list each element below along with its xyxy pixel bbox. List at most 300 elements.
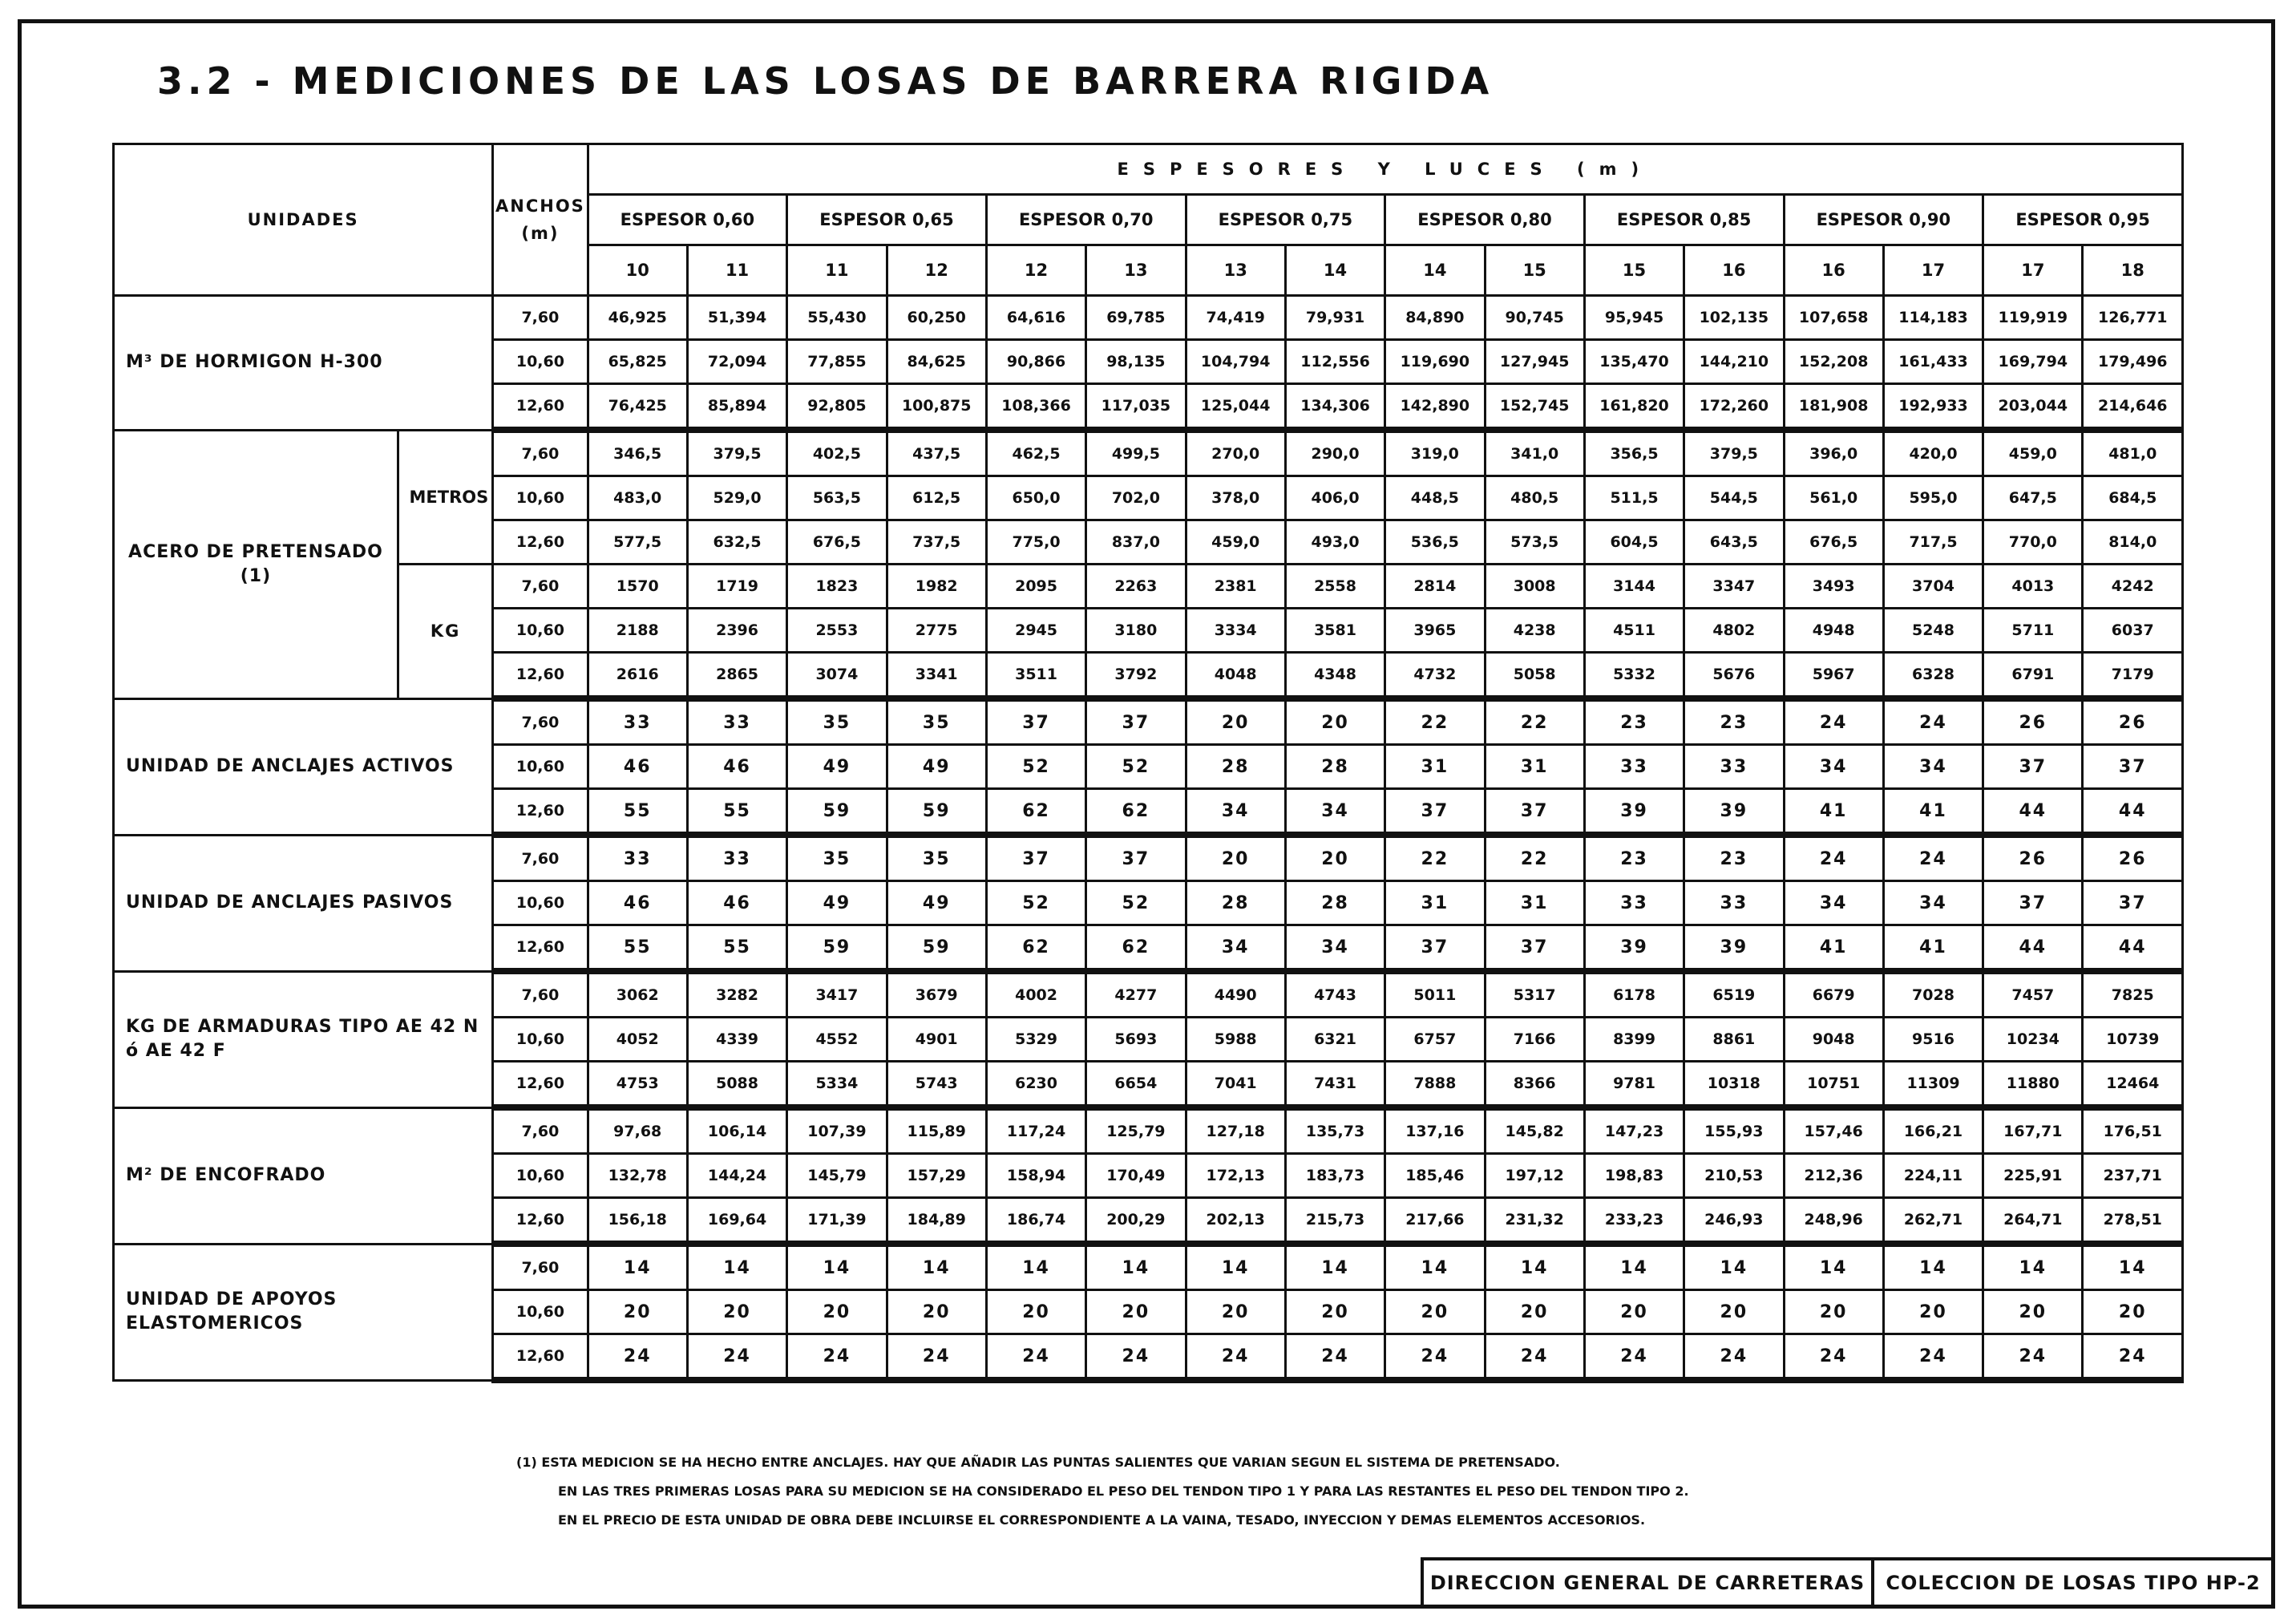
value-cell: 37 (986, 698, 1085, 745)
value-cell: 20 (1983, 1290, 2083, 1334)
value-cell: 5676 (1684, 653, 1784, 699)
value-cell: 10739 (2083, 1018, 2183, 1062)
value-cell: 37 (1385, 925, 1485, 972)
value-cell: 145,82 (1485, 1107, 1584, 1154)
value-cell: 172,13 (1186, 1154, 1285, 1198)
value-cell: 5988 (1186, 1018, 1285, 1062)
value-cell: 64,616 (986, 296, 1085, 340)
value-cell: 8399 (1584, 1018, 1684, 1062)
value-cell: 127,945 (1485, 340, 1584, 384)
value-cell: 4238 (1485, 609, 1584, 653)
value-cell: 44 (2083, 925, 2183, 972)
value-cell: 647,5 (1983, 476, 2083, 520)
value-cell: 183,73 (1285, 1154, 1384, 1198)
value-cell: 37 (1983, 745, 2083, 789)
value-cell: 98,135 (1086, 340, 1186, 384)
value-cell: 536,5 (1385, 520, 1485, 565)
value-cell: 135,73 (1285, 1107, 1384, 1154)
value-cell: 26 (1983, 835, 2083, 881)
value-cell: 14 (1285, 1244, 1384, 1290)
value-cell: 6230 (986, 1062, 1085, 1108)
value-cell: 24 (687, 1334, 786, 1381)
value-cell: 737,5 (887, 520, 986, 565)
value-cell: 7166 (1485, 1018, 1584, 1062)
value-cell: 3341 (887, 653, 986, 699)
ancho-cell: 12,60 (493, 653, 588, 699)
value-cell: 46 (588, 881, 687, 925)
value-cell: 37 (2083, 881, 2183, 925)
value-cell: 4802 (1684, 609, 1784, 653)
table-row (114, 971, 2183, 1018)
value-cell: 3282 (687, 971, 786, 1018)
value-cell: 2188 (588, 609, 687, 653)
value-cell: 176,51 (2083, 1107, 2183, 1154)
value-cell: 20 (1784, 1290, 1883, 1334)
value-cell: 437,5 (887, 430, 986, 476)
value-cell: 20 (1086, 1290, 1186, 1334)
value-cell: 632,5 (687, 520, 786, 565)
value-cell: 157,46 (1784, 1107, 1883, 1154)
value-cell: 231,32 (1485, 1198, 1584, 1245)
value-cell: 107,658 (1784, 296, 1883, 340)
value-cell: 169,64 (687, 1198, 786, 1245)
value-cell: 60,250 (887, 296, 986, 340)
value-cell: 10318 (1684, 1062, 1784, 1108)
espesor-group-header: ESPESOR 0,65 (787, 195, 987, 245)
value-cell: 127,18 (1186, 1107, 1285, 1154)
luz-header: 14 (1385, 245, 1485, 296)
value-cell: 6791 (1983, 653, 2083, 699)
value-cell: 5743 (887, 1062, 986, 1108)
unidades-header: UNIDADES (114, 144, 493, 296)
value-cell: 10234 (1983, 1018, 2083, 1062)
value-cell: 529,0 (687, 476, 786, 520)
measurements-table (112, 143, 2184, 1383)
value-cell: 112,556 (1285, 340, 1384, 384)
value-cell: 24 (986, 1334, 1085, 1381)
value-cell: 11309 (1883, 1062, 1983, 1108)
value-cell: 117,24 (986, 1107, 1085, 1154)
value-cell: 2558 (1285, 565, 1384, 609)
value-cell: 1570 (588, 565, 687, 609)
value-cell: 90,866 (986, 340, 1085, 384)
value-cell: 4277 (1086, 971, 1186, 1018)
value-cell: 84,890 (1385, 296, 1485, 340)
value-cell: 483,0 (588, 476, 687, 520)
value-cell: 95,945 (1584, 296, 1684, 340)
value-cell: 4743 (1285, 971, 1384, 1018)
encofrado-label: M² DE ENCOFRADO (114, 1107, 493, 1244)
value-cell: 573,5 (1485, 520, 1584, 565)
value-cell: 3347 (1684, 565, 1784, 609)
value-cell: 563,5 (787, 476, 887, 520)
value-cell: 237,71 (2083, 1154, 2183, 1198)
value-cell: 31 (1485, 745, 1584, 789)
value-cell: 26 (1983, 698, 2083, 745)
value-cell: 170,49 (1086, 1154, 1186, 1198)
value-cell: 20 (1186, 1290, 1285, 1334)
value-cell: 3074 (787, 653, 887, 699)
hormigon-label: M³ DE HORMIGON H-300 (114, 296, 493, 431)
table-row (114, 296, 2183, 340)
value-cell: 2095 (986, 565, 1085, 609)
ancho-cell: 7,60 (493, 698, 588, 745)
value-cell: 2381 (1186, 565, 1285, 609)
value-cell: 24 (1285, 1334, 1384, 1381)
value-cell: 20 (1684, 1290, 1784, 1334)
value-cell: 481,0 (2083, 430, 2183, 476)
espesor-group-header: ESPESOR 0,80 (1385, 195, 1585, 245)
value-cell: 2775 (887, 609, 986, 653)
value-cell: 76,425 (588, 384, 687, 431)
value-cell: 262,71 (1883, 1198, 1983, 1245)
kg-sublabel: KG (398, 565, 492, 699)
value-cell: 92,805 (787, 384, 887, 431)
value-cell: 34 (1285, 925, 1384, 972)
value-cell: 33 (588, 698, 687, 745)
armaduras-label: KG DE ARMADURAS TIPO AE 42 N ó AE 42 F (114, 971, 493, 1107)
value-cell: 4948 (1784, 609, 1883, 653)
value-cell: 3008 (1485, 565, 1584, 609)
espesor-group-header: ESPESOR 0,75 (1186, 195, 1385, 245)
value-cell: 35 (887, 835, 986, 881)
value-cell: 11880 (1983, 1062, 2083, 1108)
value-cell: 224,11 (1883, 1154, 1983, 1198)
value-cell: 152,208 (1784, 340, 1883, 384)
value-cell: 44 (1983, 925, 2083, 972)
value-cell: 7028 (1883, 971, 1983, 1018)
espesores-header: ESPESORES Y LUCES (m) (588, 144, 2182, 195)
ancho-cell: 12,60 (493, 520, 588, 565)
value-cell: 135,470 (1584, 340, 1684, 384)
value-cell: 5332 (1584, 653, 1684, 699)
value-cell: 24 (1385, 1334, 1485, 1381)
value-cell: 144,24 (687, 1154, 786, 1198)
value-cell: 561,0 (1784, 476, 1883, 520)
value-cell: 26 (2083, 698, 2183, 745)
value-cell: 3493 (1784, 565, 1883, 609)
value-cell: 2865 (687, 653, 786, 699)
value-cell: 39 (1684, 789, 1784, 836)
table-row (114, 565, 2183, 609)
value-cell: 702,0 (1086, 476, 1186, 520)
value-cell: 115,89 (887, 1107, 986, 1154)
value-cell: 37 (1385, 789, 1485, 836)
value-cell: 147,23 (1584, 1107, 1684, 1154)
ancho-cell: 12,60 (493, 789, 588, 836)
value-cell: 14 (887, 1244, 986, 1290)
value-cell: 20 (1186, 698, 1285, 745)
value-cell: 225,91 (1983, 1154, 2083, 1198)
value-cell: 6757 (1385, 1018, 1485, 1062)
value-cell: 24 (1784, 1334, 1883, 1381)
luz-header: 17 (1883, 245, 1983, 296)
value-cell: 197,12 (1485, 1154, 1584, 1198)
value-cell: 379,5 (1684, 430, 1784, 476)
value-cell: 100,875 (887, 384, 986, 431)
value-cell: 544,5 (1684, 476, 1784, 520)
value-cell: 90,745 (1485, 296, 1584, 340)
value-cell: 3679 (887, 971, 986, 1018)
value-cell: 14 (1983, 1244, 2083, 1290)
value-cell: 5317 (1485, 971, 1584, 1018)
value-cell: 119,919 (1983, 296, 2083, 340)
footnotes (516, 1448, 1689, 1535)
value-cell: 22 (1385, 835, 1485, 881)
value-cell: 52 (1086, 745, 1186, 789)
value-cell: 4002 (986, 971, 1085, 1018)
ancho-cell: 12,60 (493, 384, 588, 431)
value-cell: 24 (1086, 1334, 1186, 1381)
table-body (114, 144, 2183, 1381)
value-cell: 55 (588, 925, 687, 972)
value-cell: 420,0 (1883, 430, 1983, 476)
value-cell: 6037 (2083, 609, 2183, 653)
value-cell: 14 (1584, 1244, 1684, 1290)
value-cell: 4242 (2083, 565, 2183, 609)
value-cell: 24 (1883, 698, 1983, 745)
value-cell: 2396 (687, 609, 786, 653)
value-cell: 34 (1186, 925, 1285, 972)
value-cell: 104,794 (1186, 340, 1285, 384)
value-cell: 402,5 (787, 430, 887, 476)
ancho-cell: 10,60 (493, 1154, 588, 1198)
value-cell: 459,0 (1983, 430, 2083, 476)
value-cell: 33 (1684, 745, 1784, 789)
value-cell: 20 (787, 1290, 887, 1334)
value-cell: 142,890 (1385, 384, 1485, 431)
value-cell: 14 (787, 1244, 887, 1290)
value-cell: 212,36 (1784, 1154, 1883, 1198)
value-cell: 125,79 (1086, 1107, 1186, 1154)
footnote-line: EN EL PRECIO DE ESTA UNIDAD DE OBRA DEBE INCLUIRSE EL CORRESPONDIENTE A LA VAINA, TESADO, INYECCION Y DEMAS ELEMENTOS ACCESORIOS. (558, 1512, 1646, 1528)
value-cell: 462,5 (986, 430, 1085, 476)
value-cell: 24 (1883, 835, 1983, 881)
value-cell: 3062 (588, 971, 687, 1018)
value-cell: 39 (1584, 789, 1684, 836)
value-cell: 20 (588, 1290, 687, 1334)
value-cell: 14 (687, 1244, 786, 1290)
value-cell: 84,625 (887, 340, 986, 384)
value-cell: 24 (1485, 1334, 1584, 1381)
value-cell: 161,433 (1883, 340, 1983, 384)
value-cell: 41 (1784, 789, 1883, 836)
value-cell: 595,0 (1883, 476, 1983, 520)
value-cell: 37 (1983, 881, 2083, 925)
value-cell: 34 (1285, 789, 1384, 836)
value-cell: 20 (687, 1290, 786, 1334)
value-cell: 3704 (1883, 565, 1983, 609)
ancho-cell: 10,60 (493, 340, 588, 384)
ancho-cell: 10,60 (493, 1290, 588, 1334)
value-cell: 24 (1186, 1334, 1285, 1381)
pasivos-label: UNIDAD DE ANCLAJES PASIVOS (114, 835, 493, 971)
value-cell: 1823 (787, 565, 887, 609)
value-cell: 7041 (1186, 1062, 1285, 1108)
value-cell: 31 (1385, 881, 1485, 925)
value-cell: 9048 (1784, 1018, 1883, 1062)
ancho-cell: 10,60 (493, 745, 588, 789)
value-cell: 125,044 (1186, 384, 1285, 431)
value-cell: 499,5 (1086, 430, 1186, 476)
value-cell: 5011 (1385, 971, 1485, 1018)
value-cell: 5088 (687, 1062, 786, 1108)
value-cell: 448,5 (1385, 476, 1485, 520)
table-row (114, 698, 2183, 745)
value-cell: 20 (1285, 1290, 1384, 1334)
value-cell: 6654 (1086, 1062, 1186, 1108)
value-cell: 23 (1684, 835, 1784, 881)
luz-header: 13 (1186, 245, 1285, 296)
value-cell: 37 (1485, 925, 1584, 972)
value-cell: 51,394 (687, 296, 786, 340)
value-cell: 85,894 (687, 384, 786, 431)
value-cell: 69,785 (1086, 296, 1186, 340)
value-cell: 5058 (1485, 653, 1584, 699)
luz-header: 12 (986, 245, 1085, 296)
value-cell: 33 (687, 698, 786, 745)
value-cell: 5248 (1883, 609, 1983, 653)
value-cell: 10751 (1784, 1062, 1883, 1108)
ancho-cell: 12,60 (493, 1198, 588, 1245)
footnote-line: EN LAS TRES PRIMERAS LOSAS PARA SU MEDICION SE HA CONSIDERADO EL PESO DEL TENDON TIPO 1 Y PARA LAS RESTANTES EL PESO DEL TENDON TIPO 2. (558, 1483, 1689, 1499)
value-cell: 290,0 (1285, 430, 1384, 476)
value-cell: 4339 (687, 1018, 786, 1062)
ancho-cell: 7,60 (493, 1107, 588, 1154)
ancho-cell: 12,60 (493, 925, 588, 972)
value-cell: 319,0 (1385, 430, 1485, 476)
value-cell: 166,21 (1883, 1107, 1983, 1154)
value-cell: 2553 (787, 609, 887, 653)
value-cell: 643,5 (1684, 520, 1784, 565)
ancho-cell: 10,60 (493, 476, 588, 520)
value-cell: 12464 (2083, 1062, 2183, 1108)
value-cell: 215,73 (1285, 1198, 1384, 1245)
value-cell: 4511 (1584, 609, 1684, 653)
value-cell: 356,5 (1584, 430, 1684, 476)
value-cell: 20 (1285, 835, 1384, 881)
table-row (114, 1244, 2183, 1290)
value-cell: 200,29 (1086, 1198, 1186, 1245)
value-cell: 34 (1883, 881, 1983, 925)
value-cell: 6679 (1784, 971, 1883, 1018)
ancho-cell: 7,60 (493, 296, 588, 340)
value-cell: 14 (1186, 1244, 1285, 1290)
value-cell: 270,0 (1186, 430, 1285, 476)
value-cell: 217,66 (1385, 1198, 1485, 1245)
table-row (114, 1107, 2183, 1154)
value-cell: 214,646 (2083, 384, 2183, 431)
luz-header: 15 (1485, 245, 1584, 296)
value-cell: 378,0 (1186, 476, 1285, 520)
value-cell: 35 (787, 835, 887, 881)
value-cell: 37 (1086, 698, 1186, 745)
value-cell: 14 (2083, 1244, 2183, 1290)
value-cell: 156,18 (588, 1198, 687, 1245)
value-cell: 7431 (1285, 1062, 1384, 1108)
value-cell: 44 (1983, 789, 2083, 836)
value-cell: 278,51 (2083, 1198, 2183, 1245)
value-cell: 493,0 (1285, 520, 1384, 565)
value-cell: 24 (1883, 1334, 1983, 1381)
value-cell: 20 (2083, 1290, 2183, 1334)
value-cell: 59 (887, 925, 986, 972)
value-cell: 132,78 (588, 1154, 687, 1198)
value-cell: 5967 (1784, 653, 1883, 699)
value-cell: 20 (887, 1290, 986, 1334)
value-cell: 14 (986, 1244, 1085, 1290)
value-cell: 717,5 (1883, 520, 1983, 565)
value-cell: 3417 (787, 971, 887, 1018)
value-cell: 28 (1285, 745, 1384, 789)
value-cell: 24 (1784, 698, 1883, 745)
value-cell: 676,5 (1784, 520, 1883, 565)
value-cell: 4732 (1385, 653, 1485, 699)
value-cell: 341,0 (1485, 430, 1584, 476)
value-cell: 24 (588, 1334, 687, 1381)
activos-label: UNIDAD DE ANCLAJES ACTIVOS (114, 698, 493, 835)
value-cell: 108,366 (986, 384, 1085, 431)
value-cell: 24 (1584, 1334, 1684, 1381)
value-cell: 144,210 (1684, 340, 1784, 384)
footnote-line: (1) ESTA MEDICION SE HA HECHO ENTRE ANCLAJES. HAY QUE AÑADIR LAS PUNTAS SALIENTES QUE VARIAN SEGUN EL SISTEMA DE PRETENSADO. (516, 1455, 1560, 1470)
value-cell: 248,96 (1784, 1198, 1883, 1245)
value-cell: 14 (1086, 1244, 1186, 1290)
value-cell: 26 (2083, 835, 2183, 881)
value-cell: 379,5 (687, 430, 786, 476)
value-cell: 49 (787, 881, 887, 925)
value-cell: 55 (687, 789, 786, 836)
value-cell: 20 (1883, 1290, 1983, 1334)
value-cell: 612,5 (887, 476, 986, 520)
value-cell: 33 (1584, 745, 1684, 789)
luz-header: 17 (1983, 245, 2083, 296)
value-cell: 155,93 (1684, 1107, 1784, 1154)
value-cell: 5711 (1983, 609, 2083, 653)
value-cell: 20 (986, 1290, 1085, 1334)
value-cell: 181,908 (1784, 384, 1883, 431)
value-cell: 2814 (1385, 565, 1485, 609)
value-cell: 22 (1385, 698, 1485, 745)
value-cell: 1719 (687, 565, 786, 609)
value-cell: 511,5 (1584, 476, 1684, 520)
value-cell: 3965 (1385, 609, 1485, 653)
value-cell: 114,183 (1883, 296, 1983, 340)
value-cell: 3144 (1584, 565, 1684, 609)
value-cell: 161,820 (1584, 384, 1684, 431)
value-cell: 41 (1784, 925, 1883, 972)
value-cell: 24 (887, 1334, 986, 1381)
value-cell: 775,0 (986, 520, 1085, 565)
luz-header: 10 (588, 245, 687, 296)
value-cell: 233,23 (1584, 1198, 1684, 1245)
value-cell: 9516 (1883, 1018, 1983, 1062)
value-cell: 79,931 (1285, 296, 1384, 340)
value-cell: 184,89 (887, 1198, 986, 1245)
value-cell: 62 (986, 789, 1085, 836)
value-cell: 23 (1584, 835, 1684, 881)
value-cell: 62 (986, 925, 1085, 972)
value-cell: 3334 (1186, 609, 1285, 653)
value-cell: 33 (687, 835, 786, 881)
value-cell: 41 (1883, 925, 1983, 972)
ancho-cell: 12,60 (493, 1334, 588, 1381)
value-cell: 770,0 (1983, 520, 2083, 565)
value-cell: 7179 (2083, 653, 2183, 699)
value-cell: 210,53 (1684, 1154, 1784, 1198)
value-cell: 9781 (1584, 1062, 1684, 1108)
espesor-group-header: ESPESOR 0,60 (588, 195, 787, 245)
